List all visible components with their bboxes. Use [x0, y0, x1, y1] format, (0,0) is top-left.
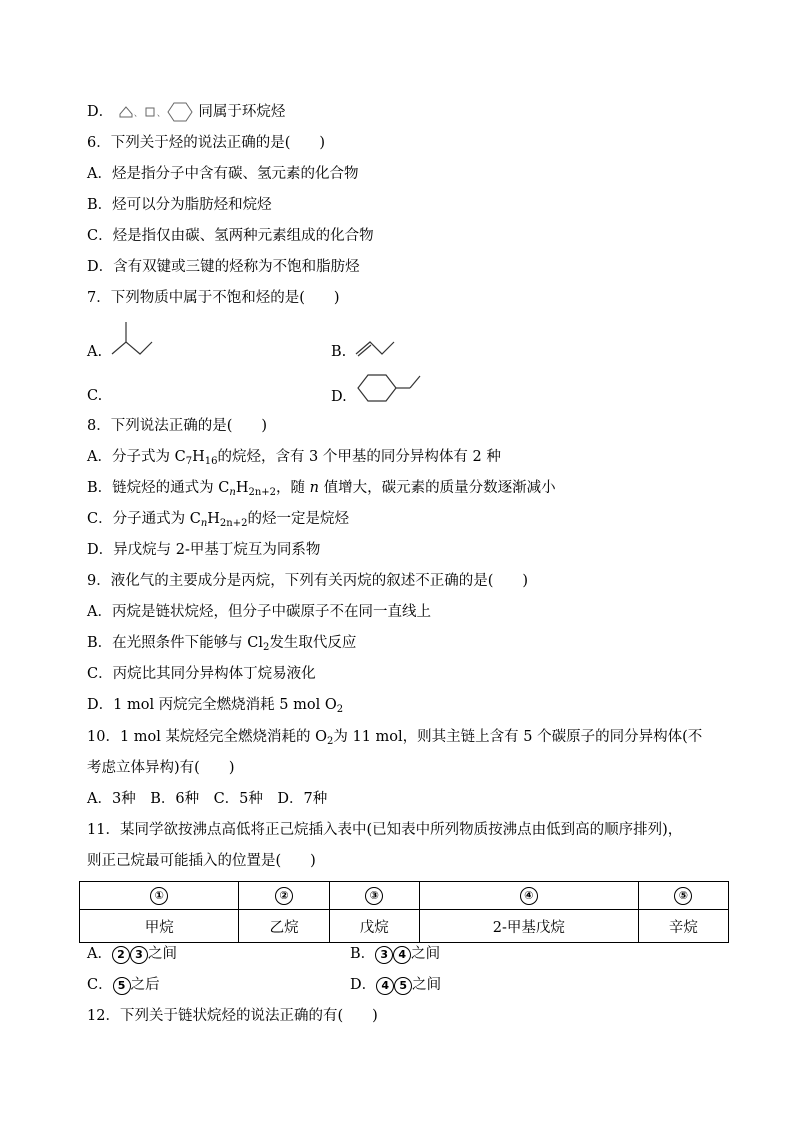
subscript: 16 — [204, 456, 218, 467]
q7-stem: 7．下列物质中属于不饱和烃的是( ) — [87, 290, 340, 306]
table-cell: 辛烷 — [638, 910, 728, 943]
table-cell: 戊烷 — [329, 910, 419, 943]
subscript: 2 — [263, 642, 270, 653]
q9-option-c: C．丙烷比其同分异构体丁烷易液化 — [87, 666, 316, 682]
q6-option-a: A．烃是指分子中含有碳、氢元素的化合物 — [87, 166, 359, 182]
circled-number: 5 — [394, 977, 412, 995]
ethylcyclohexane-skeleton-icon — [354, 372, 430, 404]
table-cell — [638, 882, 728, 910]
option-label: D． — [350, 977, 377, 993]
q9-stem: 9．液化气的主要成分是丙烷，下列有关丙烷的叙述不正确的是( ) — [87, 573, 529, 589]
q11-option-a — [87, 944, 177, 964]
circled-number: ② — [275, 887, 293, 905]
text: B．在光照条件下能够与 Cl — [87, 635, 263, 651]
table-cell: 甲烷 — [80, 910, 239, 943]
q5-option-d — [87, 101, 285, 124]
table-cell — [80, 882, 239, 910]
cyclobutane-icon — [143, 105, 157, 119]
q8-option-a — [87, 447, 501, 472]
subscript: 2n+2 — [248, 487, 277, 498]
option-label: B． — [350, 946, 376, 962]
q9-option-b — [87, 633, 356, 658]
q8-option-c — [87, 509, 349, 534]
subscript: 2n+2 — [219, 518, 248, 529]
circled-number: ⑤ — [674, 887, 692, 905]
subscript: 7 — [185, 456, 193, 467]
q6-option-d: D．含有双键或三键的烃称为不饱和脂肪烃 — [87, 259, 360, 275]
text: B．链烷烃的通式为 C — [87, 480, 230, 496]
circled-number: ④ — [520, 887, 538, 905]
text: 之间 — [147, 946, 177, 962]
option-label: D． — [87, 104, 114, 120]
q11-option-c — [87, 975, 160, 995]
separator: 、 — [156, 109, 166, 119]
circled-number: 4 — [393, 946, 411, 964]
text: ，随 — [276, 480, 310, 496]
q9-option-d — [87, 695, 343, 720]
variable-n: n — [309, 480, 319, 496]
q11-option-d — [350, 975, 441, 995]
q8-stem: 8．下列说法正确的是( ) — [87, 418, 268, 434]
text: 之间 — [411, 946, 441, 962]
text: 10．1 mol 某烷烃完全燃烧消耗的 O — [87, 729, 328, 745]
text: 发生取代反应 — [269, 635, 357, 651]
isobutane-skeleton-icon — [108, 320, 158, 358]
cyclohexane-icon — [166, 101, 194, 123]
subscript: n — [200, 518, 208, 529]
text: H — [192, 449, 205, 465]
text: H — [207, 511, 220, 527]
option-text: 同属于环烷烃 — [198, 104, 286, 120]
text: A．分子式为 C — [87, 449, 186, 465]
table-cell: 2-甲基戊烷 — [419, 910, 638, 943]
q8-option-b — [87, 478, 556, 503]
q10-stem-line2: 考虑立体异构)有( ) — [87, 760, 235, 776]
q6-option-c: C．烃是指仅由碳、氢两种元素组成的化合物 — [87, 228, 374, 244]
propene-skeleton-icon — [354, 336, 396, 358]
text: 之间 — [412, 977, 442, 993]
cyclopropane-icon — [118, 105, 134, 119]
table-cell — [239, 882, 329, 910]
q12-stem: 12．下列关于链状烷烃的说法正确的有( ) — [87, 1008, 378, 1024]
circled-number: ① — [150, 887, 168, 905]
q7-option-c-label: C. — [87, 388, 103, 404]
option-label: C． — [87, 977, 113, 993]
subscript: 2 — [327, 736, 334, 747]
circled-number: 5 — [113, 977, 131, 995]
q7-option-b-label: B. — [331, 344, 347, 360]
boiling-point-table — [79, 881, 729, 943]
q7-option-a-label: A. — [87, 344, 103, 360]
q8-option-d: D．异戊烷与 2-甲基丁烷互为同系物 — [87, 542, 321, 558]
q6-stem: 6．下列关于烃的说法正确的是( ) — [87, 135, 326, 151]
subscript: 2 — [336, 704, 344, 715]
text: C．分子通式为 C — [87, 511, 201, 527]
q10-options: A．3种 B．6种 C．5种 D．7种 — [87, 791, 328, 807]
text: 的烷烃，含有 3 个甲基的同分异构体有 2 种 — [217, 449, 501, 465]
table-cell — [329, 882, 419, 910]
circled-number: ③ — [365, 887, 383, 905]
table-cell: 乙烷 — [239, 910, 329, 943]
q7-option-d-label: D. — [331, 389, 347, 405]
q11-option-b — [350, 944, 440, 964]
circled-number: 3 — [130, 946, 148, 964]
text: H — [235, 480, 249, 496]
text: 的烃一定是烷烃 — [247, 511, 349, 527]
table-row — [80, 910, 729, 943]
separator: 、 — [133, 109, 143, 119]
circled-number: 2 — [112, 946, 130, 964]
q10-stem-line1 — [87, 727, 702, 752]
text: 值增大，碳元素的质量分数逐渐减小 — [318, 480, 556, 496]
option-label: A． — [87, 946, 112, 962]
text: D．1 mol 丙烷完全燃烧消耗 5 mol O — [87, 697, 337, 713]
subscript: n — [229, 487, 236, 498]
circled-number: 3 — [375, 946, 393, 964]
table-header-row — [80, 882, 729, 910]
q11-stem-line1: 11．某同学欲按沸点高低将正己烷插入表中(已知表中所列物质按沸点由低到高的顺序排列)， — [87, 822, 683, 838]
q11-stem-line2: 则正己烷最可能插入的位置是( ) — [87, 853, 316, 869]
circled-number: 4 — [376, 977, 394, 995]
text: 之后 — [130, 977, 160, 993]
q9-option-a: A．丙烷是链状烷烃，但分子中碳原子不在同一直线上 — [87, 604, 431, 620]
text: 为 11 mol，则其主链上含有 5 个碳原子的同分异构体(不 — [333, 729, 703, 745]
table-cell — [419, 882, 638, 910]
q6-option-b: B．烃可以分为脂肪烃和烷烃 — [87, 197, 272, 213]
